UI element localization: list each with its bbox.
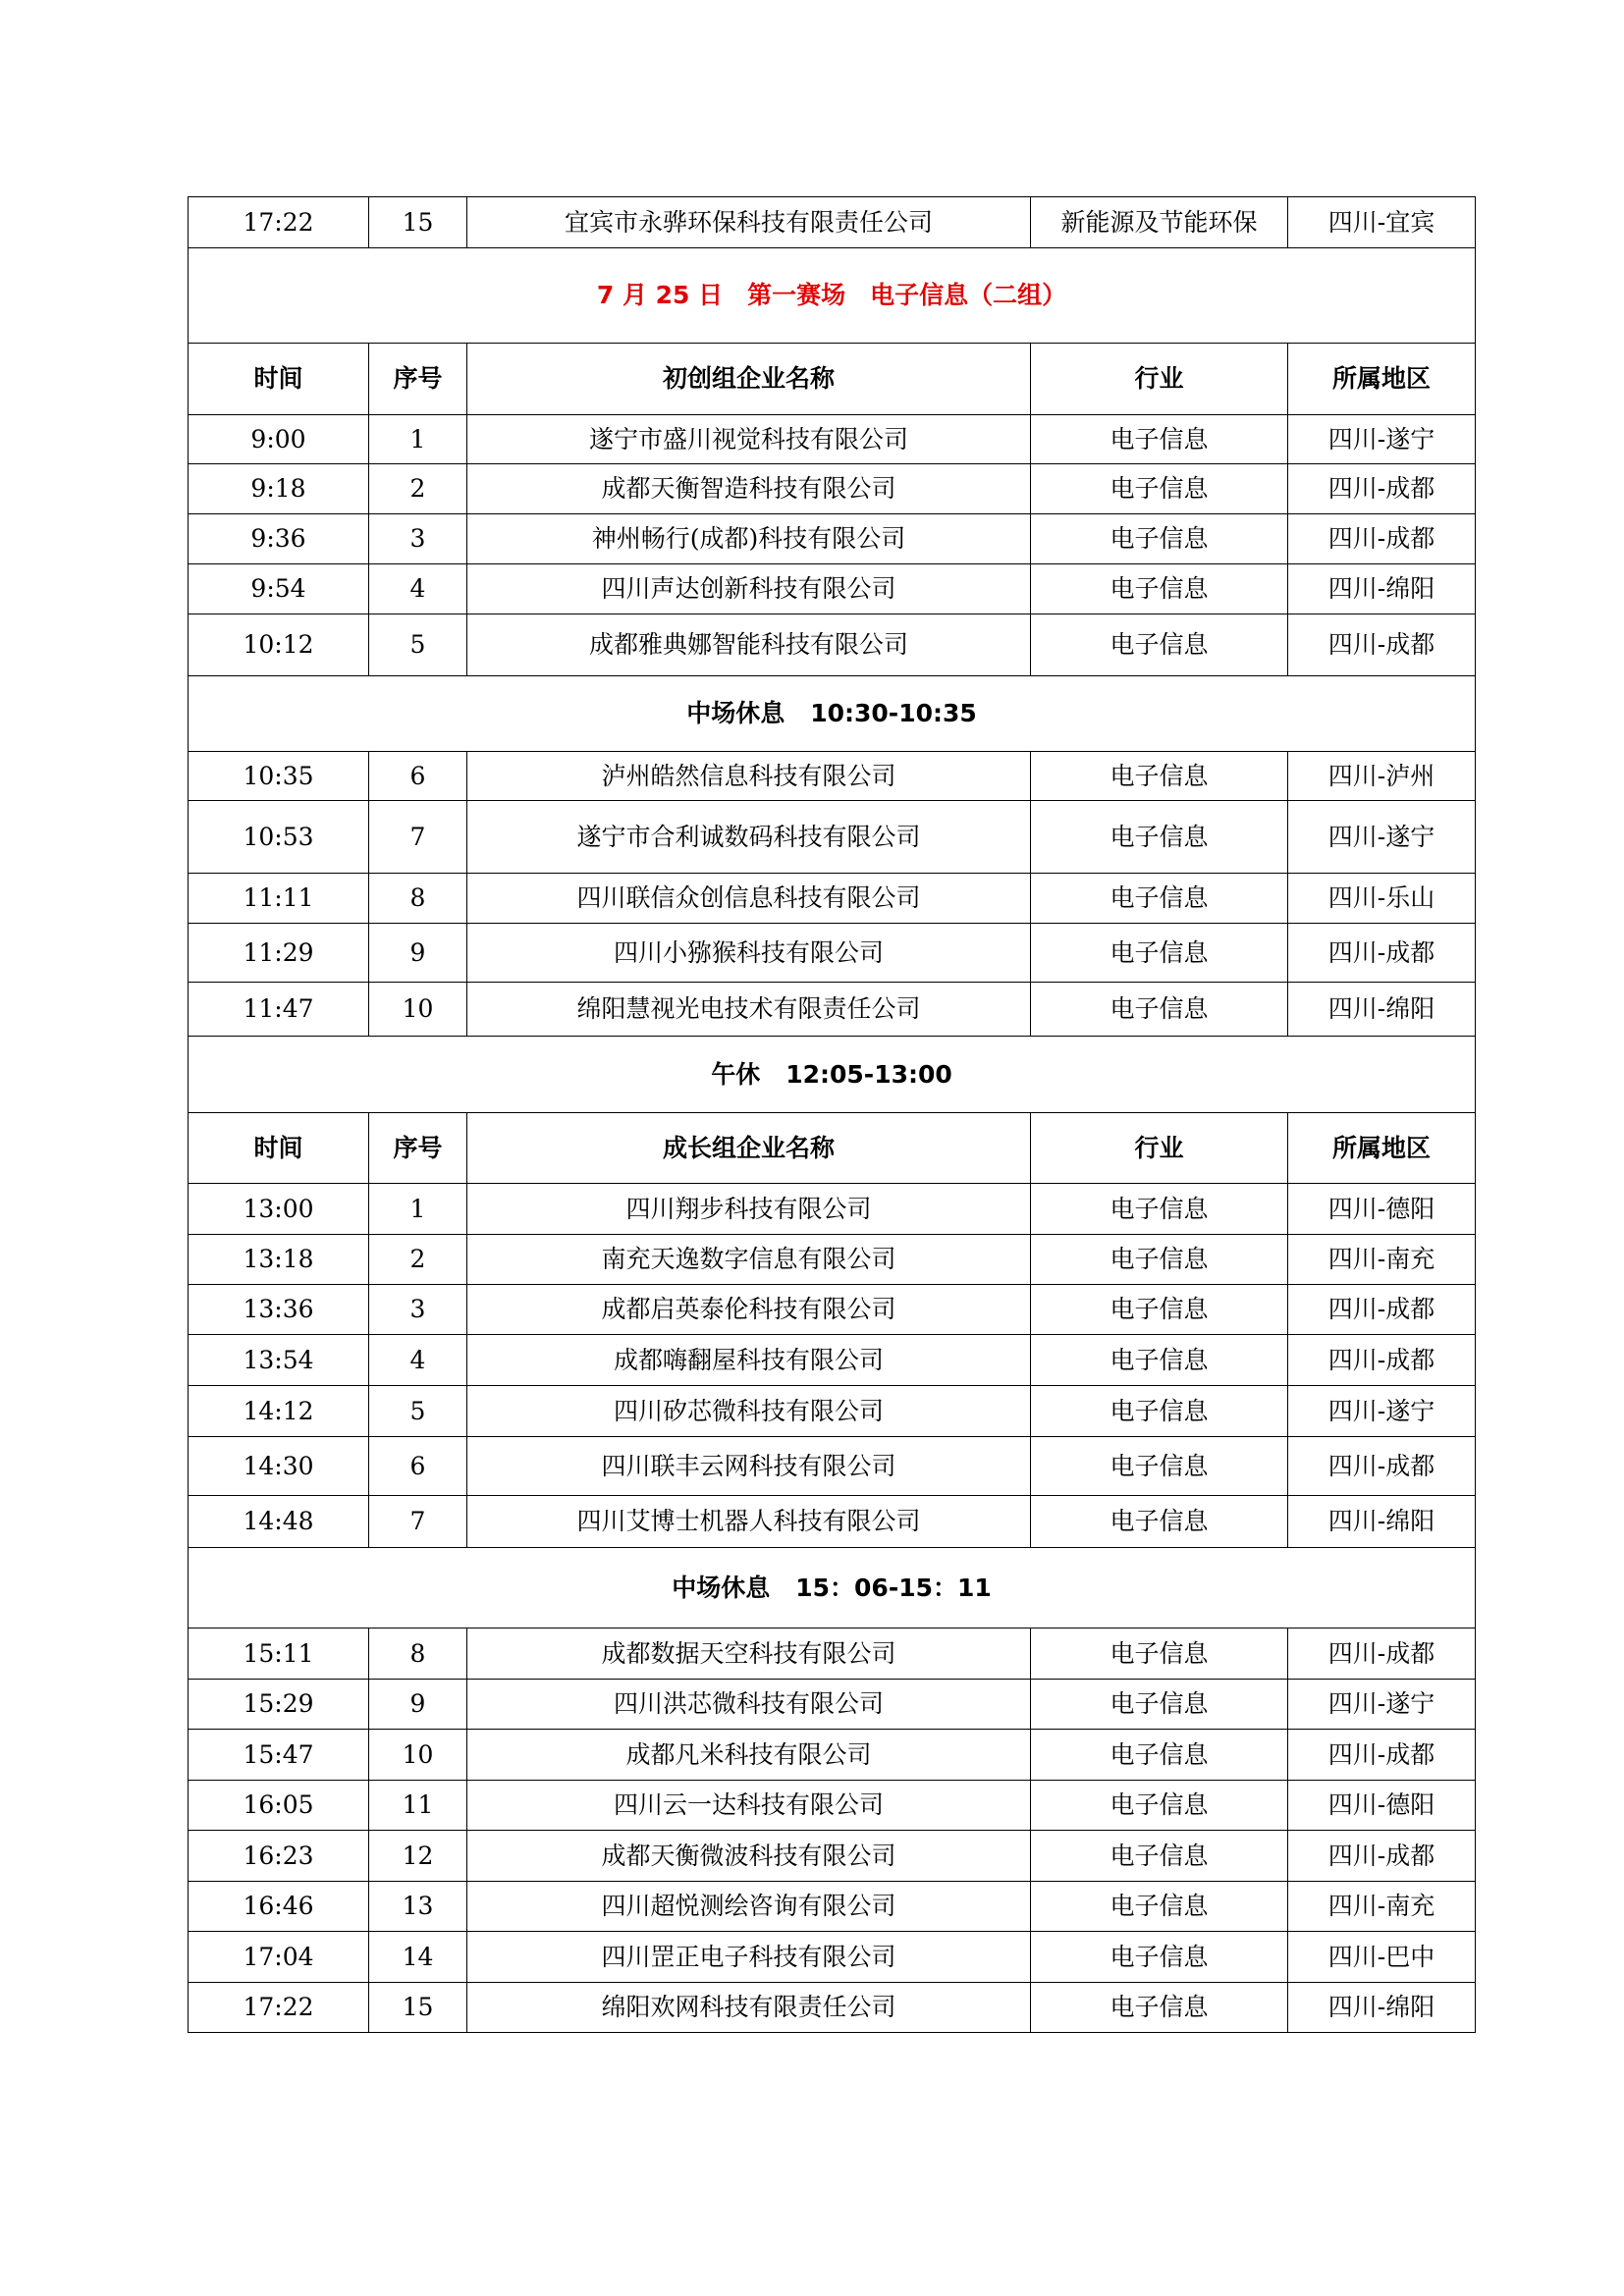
cell-time: 17:22 <box>189 1983 369 2033</box>
cell-time: 13:00 <box>189 1184 369 1235</box>
cell-time: 9:54 <box>189 564 369 614</box>
table-row <box>189 1184 1476 1235</box>
cell-company: 四川艾博士机器人科技有限公司 <box>467 1496 1031 1548</box>
cell-region: 四川-绵阳 <box>1288 1496 1476 1548</box>
cell-time: 17:22 <box>189 197 369 248</box>
cell-region: 四川-遂宁 <box>1288 415 1476 464</box>
cell-industry: 电子信息 <box>1031 564 1288 614</box>
cell-region: 四川-德阳 <box>1288 1781 1476 1831</box>
cell-region: 四川-成都 <box>1288 514 1476 564</box>
cell-no: 11 <box>369 1781 467 1831</box>
cell-region: 四川-遂宁 <box>1288 801 1476 874</box>
cell-time: 17:04 <box>189 1932 369 1983</box>
cell-company: 宜宾市永骅环保科技有限责任公司 <box>467 197 1031 248</box>
cell-time: 16:05 <box>189 1781 369 1831</box>
cell-region: 所属地区 <box>1288 1113 1476 1184</box>
cell-industry: 新能源及节能环保 <box>1031 197 1288 248</box>
cell-time: 13:54 <box>189 1335 369 1386</box>
cell-no: 13 <box>369 1882 467 1932</box>
cell-region: 四川-遂宁 <box>1288 1680 1476 1730</box>
cell-region: 四川-南充 <box>1288 1882 1476 1932</box>
cell-region: 四川-宜宾 <box>1288 197 1476 248</box>
cell-no: 序号 <box>369 1113 467 1184</box>
cell-no: 9 <box>369 1680 467 1730</box>
cell-company: 成都天衡智造科技有限公司 <box>467 464 1031 514</box>
cell-company: 成都天衡微波科技有限公司 <box>467 1831 1031 1882</box>
table-row <box>189 1235 1476 1285</box>
cell-region: 四川-绵阳 <box>1288 564 1476 614</box>
table-row <box>189 514 1476 564</box>
cell-region: 四川-成都 <box>1288 1335 1476 1386</box>
cell-industry: 电子信息 <box>1031 1496 1288 1548</box>
cell-time: 15:47 <box>189 1730 369 1781</box>
cell-industry: 电子信息 <box>1031 1386 1288 1437</box>
schedule-body <box>189 197 1476 2033</box>
cell-company: 初创组企业名称 <box>467 344 1031 415</box>
cell-time: 11:29 <box>189 924 369 983</box>
cell-region: 四川-成都 <box>1288 924 1476 983</box>
cell-industry: 电子信息 <box>1031 874 1288 924</box>
cell-no: 4 <box>369 564 467 614</box>
cell-no: 1 <box>369 415 467 464</box>
cell-industry: 行业 <box>1031 344 1288 415</box>
cell-company: 四川云一达科技有限公司 <box>467 1781 1031 1831</box>
table-row <box>189 1831 1476 1882</box>
cell-company: 南充天逸数字信息有限公司 <box>467 1235 1031 1285</box>
table-row <box>189 1629 1476 1680</box>
table-row <box>189 1983 1476 2033</box>
cell-industry: 电子信息 <box>1031 1932 1288 1983</box>
break-row-cell <box>189 676 1476 752</box>
cell-no: 6 <box>369 752 467 801</box>
table-row <box>189 464 1476 514</box>
cell-no: 10 <box>369 983 467 1037</box>
cell-industry: 电子信息 <box>1031 1983 1288 2033</box>
cell-industry: 电子信息 <box>1031 1730 1288 1781</box>
cell-no: 8 <box>369 874 467 924</box>
cell-region: 四川-成都 <box>1288 1831 1476 1882</box>
cell-time: 9:36 <box>189 514 369 564</box>
cell-industry: 电子信息 <box>1031 983 1288 1037</box>
cell-no: 15 <box>369 1983 467 2033</box>
cell-time: 时间 <box>189 344 369 415</box>
lunch-row <box>189 1037 1476 1113</box>
cell-company: 四川声达创新科技有限公司 <box>467 564 1031 614</box>
cell-region: 四川-成都 <box>1288 614 1476 676</box>
cell-company: 四川翔步科技有限公司 <box>467 1184 1031 1235</box>
cell-time: 14:30 <box>189 1437 369 1496</box>
cell-time: 10:35 <box>189 752 369 801</box>
cell-no: 序号 <box>369 344 467 415</box>
lunch-time: 12:05-13:00 <box>785 1059 952 1089</box>
cell-industry: 电子信息 <box>1031 1882 1288 1932</box>
table-row <box>189 1882 1476 1932</box>
cell-company: 四川矽芯微科技有限公司 <box>467 1386 1031 1437</box>
cell-company: 成都嗨翻屋科技有限公司 <box>467 1335 1031 1386</box>
cell-region: 四川-乐山 <box>1288 874 1476 924</box>
cell-industry: 电子信息 <box>1031 1285 1288 1335</box>
cell-industry: 电子信息 <box>1031 1781 1288 1831</box>
cell-region: 四川-泸州 <box>1288 752 1476 801</box>
cell-company: 绵阳慧视光电技术有限责任公司 <box>467 983 1031 1037</box>
table-row <box>189 197 1476 248</box>
break-label: 中场休息 <box>672 1573 771 1602</box>
cell-no: 15 <box>369 197 467 248</box>
cell-no: 5 <box>369 1386 467 1437</box>
table-row <box>189 1496 1476 1548</box>
session-title-row <box>189 248 1476 344</box>
cell-company: 绵阳欢网科技有限责任公司 <box>467 1983 1031 2033</box>
cell-time: 13:18 <box>189 1235 369 1285</box>
cell-no: 5 <box>369 614 467 676</box>
table-row <box>189 983 1476 1037</box>
lunch-row-cell <box>189 1037 1476 1113</box>
table-row <box>189 874 1476 924</box>
cell-time: 10:12 <box>189 614 369 676</box>
cell-time: 14:12 <box>189 1386 369 1437</box>
session-title-row-cell <box>189 248 1476 344</box>
cell-time: 10:53 <box>189 801 369 874</box>
cell-no: 1 <box>369 1184 467 1235</box>
cell-no: 10 <box>369 1730 467 1781</box>
cell-no: 2 <box>369 1235 467 1285</box>
table-row <box>189 1285 1476 1335</box>
cell-time: 15:11 <box>189 1629 369 1680</box>
table-row <box>189 1386 1476 1437</box>
cell-company: 神州畅行(成都)科技有限公司 <box>467 514 1031 564</box>
cell-company: 四川洪芯微科技有限公司 <box>467 1680 1031 1730</box>
table-row <box>189 1781 1476 1831</box>
break-row <box>189 1548 1476 1629</box>
session-title: 7 月 25 日 第一赛场 电子信息（二组） <box>596 281 1067 310</box>
table-row <box>189 801 1476 874</box>
header-row <box>189 344 1476 415</box>
cell-industry: 电子信息 <box>1031 1335 1288 1386</box>
cell-industry: 电子信息 <box>1031 1437 1288 1496</box>
cell-region: 四川-遂宁 <box>1288 1386 1476 1437</box>
cell-company: 四川小猕猴科技有限公司 <box>467 924 1031 983</box>
break-row-cell <box>189 1548 1476 1629</box>
cell-industry: 电子信息 <box>1031 415 1288 464</box>
cell-company: 成都数据天空科技有限公司 <box>467 1629 1031 1680</box>
cell-industry: 电子信息 <box>1031 1235 1288 1285</box>
cell-no: 7 <box>369 801 467 874</box>
cell-industry: 电子信息 <box>1031 924 1288 983</box>
table-row <box>189 1437 1476 1496</box>
cell-no: 8 <box>369 1629 467 1680</box>
cell-no: 9 <box>369 924 467 983</box>
cell-time: 时间 <box>189 1113 369 1184</box>
table-row <box>189 1932 1476 1983</box>
cell-company: 遂宁市合利诚数码科技有限公司 <box>467 801 1031 874</box>
cell-industry: 电子信息 <box>1031 514 1288 564</box>
table-row <box>189 614 1476 676</box>
cell-no: 7 <box>369 1496 467 1548</box>
cell-industry: 电子信息 <box>1031 614 1288 676</box>
cell-industry: 电子信息 <box>1031 1629 1288 1680</box>
cell-region: 四川-绵阳 <box>1288 1983 1476 2033</box>
cell-industry: 电子信息 <box>1031 1680 1288 1730</box>
schedule-table <box>188 196 1476 2033</box>
cell-region: 四川-成都 <box>1288 464 1476 514</box>
cell-industry: 行业 <box>1031 1113 1288 1184</box>
table-row <box>189 1335 1476 1386</box>
cell-no: 6 <box>369 1437 467 1496</box>
cell-time: 14:48 <box>189 1496 369 1548</box>
cell-industry: 电子信息 <box>1031 1831 1288 1882</box>
lunch-label: 午休 <box>711 1059 761 1089</box>
cell-company: 四川超悦测绘咨询有限公司 <box>467 1882 1031 1932</box>
cell-time: 16:46 <box>189 1882 369 1932</box>
cell-region: 四川-南充 <box>1288 1235 1476 1285</box>
cell-time: 11:11 <box>189 874 369 924</box>
table-row <box>189 1680 1476 1730</box>
cell-industry: 电子信息 <box>1031 464 1288 514</box>
table-row <box>189 415 1476 464</box>
cell-no: 3 <box>369 1285 467 1335</box>
cell-time: 16:23 <box>189 1831 369 1882</box>
cell-no: 14 <box>369 1932 467 1983</box>
cell-industry: 电子信息 <box>1031 1184 1288 1235</box>
cell-region: 四川-成都 <box>1288 1285 1476 1335</box>
cell-region: 四川-成都 <box>1288 1437 1476 1496</box>
cell-time: 9:00 <box>189 415 369 464</box>
cell-time: 13:36 <box>189 1285 369 1335</box>
cell-company: 泸州皓然信息科技有限公司 <box>467 752 1031 801</box>
cell-company: 成长组企业名称 <box>467 1113 1031 1184</box>
table-row <box>189 564 1476 614</box>
cell-region: 四川-成都 <box>1288 1730 1476 1781</box>
cell-company: 四川联信众创信息科技有限公司 <box>467 874 1031 924</box>
cell-region: 四川-巴中 <box>1288 1932 1476 1983</box>
table-row <box>189 1730 1476 1781</box>
cell-company: 成都凡米科技有限公司 <box>467 1730 1031 1781</box>
cell-industry: 电子信息 <box>1031 752 1288 801</box>
cell-region: 四川-德阳 <box>1288 1184 1476 1235</box>
table-row <box>189 924 1476 983</box>
header-row <box>189 1113 1476 1184</box>
break-time: 15：06-15：11 <box>795 1573 992 1602</box>
cell-region: 四川-绵阳 <box>1288 983 1476 1037</box>
cell-company: 成都启英泰伦科技有限公司 <box>467 1285 1031 1335</box>
break-row <box>189 676 1476 752</box>
cell-no: 4 <box>369 1335 467 1386</box>
table-row <box>189 752 1476 801</box>
cell-time: 11:47 <box>189 983 369 1037</box>
cell-company: 成都雅典娜智能科技有限公司 <box>467 614 1031 676</box>
cell-company: 遂宁市盛川视觉科技有限公司 <box>467 415 1031 464</box>
cell-company: 四川联丰云网科技有限公司 <box>467 1437 1031 1496</box>
cell-region: 所属地区 <box>1288 344 1476 415</box>
cell-region: 四川-成都 <box>1288 1629 1476 1680</box>
cell-time: 15:29 <box>189 1680 369 1730</box>
cell-no: 3 <box>369 514 467 564</box>
cell-time: 9:18 <box>189 464 369 514</box>
break-label: 中场休息 <box>686 699 785 728</box>
break-time: 10:30-10:35 <box>810 699 977 728</box>
cell-no: 2 <box>369 464 467 514</box>
cell-industry: 电子信息 <box>1031 801 1288 874</box>
cell-company: 四川罡正电子科技有限公司 <box>467 1932 1031 1983</box>
cell-no: 12 <box>369 1831 467 1882</box>
